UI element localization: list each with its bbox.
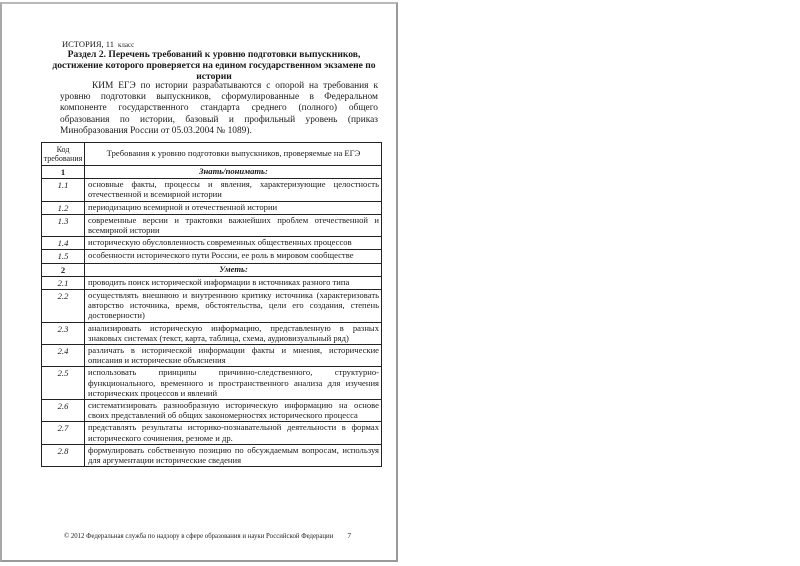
row-text: основные факты, процессы и явления, характеризующие целостность отечественной и всемирной истории	[85, 179, 382, 201]
table-row	[42, 179, 382, 201]
table-row	[42, 422, 382, 444]
table-row	[42, 400, 382, 422]
row-text: представлять результаты историко-познавательной деятельности в формах исторического сочинения, резюме и др.	[85, 422, 382, 444]
row-code: 1.5	[42, 250, 85, 263]
row-text: систематизировать разнообразную историческую информацию на основе своих представлений об общих закономерностях исторического процесса	[85, 400, 382, 422]
row-code: 2.1	[42, 276, 85, 289]
table-row	[42, 322, 382, 344]
row-text: историческую обусловленность современных общественных процессов	[85, 237, 382, 250]
header-requirement: Требования к уровню подготовки выпускников, проверяемые на ЕГЭ	[85, 143, 382, 166]
header-grade: класс	[118, 41, 135, 49]
row-code: 1.4	[42, 237, 85, 250]
intro-paragraph: КИМ ЕГЭ по истории разрабатываются с опорой на требования к уровню подготовки выпускников, сформулированные в Федеральном компоненте государственного стандарта среднего (полного) общего образования по истории, базовый и профильный уровень (приказ Минобразования России от 05.03.2004 № 1089).	[60, 81, 378, 136]
row-code: 2.3	[42, 322, 85, 344]
section-row	[42, 166, 382, 179]
table-row	[42, 201, 382, 214]
document-page	[0, 2, 398, 562]
row-code: 2.4	[42, 345, 85, 367]
row-text: особенности исторического пути России, ее роль в мировом сообществе	[85, 250, 382, 263]
header-subject: ИСТОРИЯ, 11	[62, 39, 114, 49]
row-code: 1.2	[42, 201, 85, 214]
row-text: различать в исторической информации факты и мнения, исторические описания и исторические объяснения	[85, 345, 382, 367]
section-code: 1	[42, 166, 85, 179]
page-header	[62, 39, 134, 49]
page-footer	[64, 531, 351, 540]
section-label: Знать/понимать:	[85, 166, 382, 179]
table-row	[42, 237, 382, 250]
row-code: 1.1	[42, 179, 85, 201]
row-text: периодизацию всемирной и отечественной истории	[85, 201, 382, 214]
row-text: анализировать историческую информацию, представленную в разных знаковых системах (текст, карта, таблица, схема, аудиовизуальный ряд)	[85, 322, 382, 344]
table-row	[42, 290, 382, 323]
row-text: формулировать собственную позицию по обсуждаемым вопросам, используя для аргументации исторические сведения	[85, 444, 382, 466]
row-text: проводить поиск исторической информации в источниках разного типа	[85, 276, 382, 289]
row-code: 2.7	[42, 422, 85, 444]
table-row	[42, 444, 382, 466]
row-code: 2.8	[42, 444, 85, 466]
page-number: 7	[347, 531, 352, 540]
table-row	[42, 214, 382, 236]
section-code: 2	[42, 263, 85, 276]
row-text: осуществлять внешнюю и внутреннюю критику источника (характеризовать авторство источника, время, обстоятельства, цели его создания, степень достоверности)	[85, 290, 382, 323]
section-title: Раздел 2. Перечень требований к уровню подготовки выпускников, достижение которого проверяется на едином государственном экзамене по истории	[52, 49, 376, 82]
table-row	[42, 250, 382, 263]
row-code: 2.2	[42, 290, 85, 323]
row-text: использовать принципы причинно-следственного, структурно-функционального, временного и пространственного анализа для изучения исторических процессов и явлений	[85, 367, 382, 400]
row-text: современные версии и трактовки важнейших проблем отечественной и всемирной истории	[85, 214, 382, 236]
header-code: Код требования	[42, 143, 85, 166]
section-row	[42, 263, 382, 276]
row-code: 1.3	[42, 214, 85, 236]
row-code: 2.5	[42, 367, 85, 400]
table-row	[42, 345, 382, 367]
footer-copyright: © 2012 Федеральная служба по надзору в сфере образования и науки Российской Федерации	[64, 533, 334, 540]
table-row	[42, 367, 382, 400]
requirements-table	[41, 142, 382, 467]
section-label: Уметь:	[85, 263, 382, 276]
table-row	[42, 276, 382, 289]
row-code: 2.6	[42, 400, 85, 422]
table-header-row	[42, 143, 382, 166]
